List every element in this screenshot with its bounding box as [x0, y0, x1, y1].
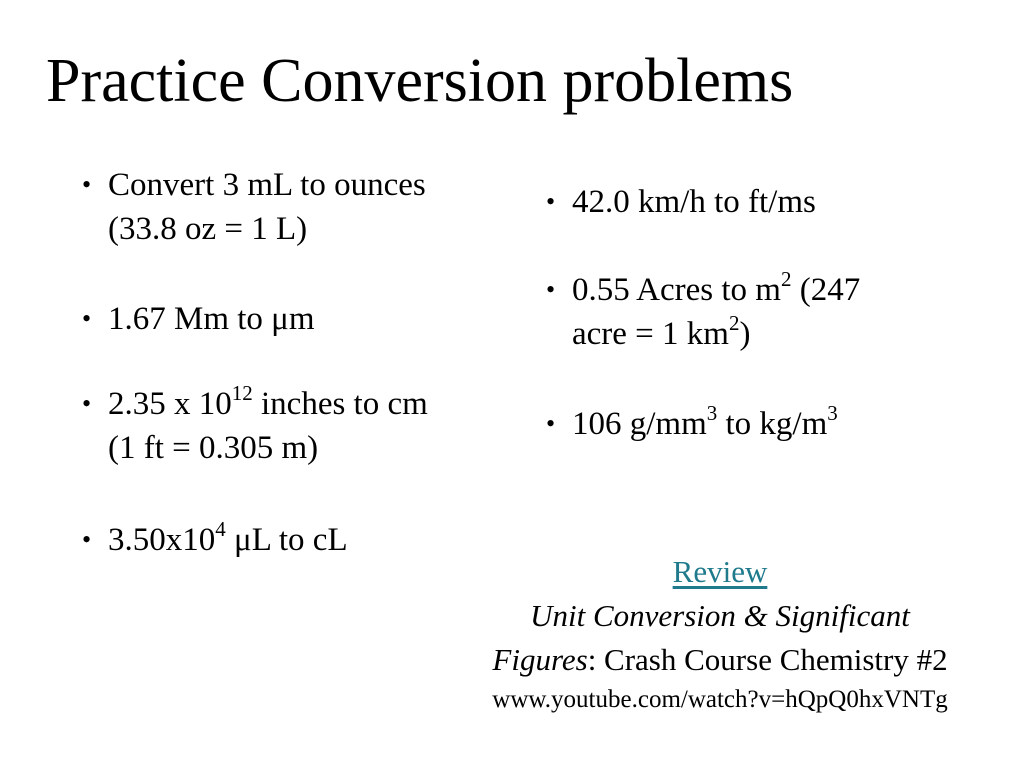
review-link[interactable]: Review: [672, 554, 768, 589]
bullet-text: 1.67 Mm to μm: [108, 301, 315, 337]
bullet-note: (33.8 oz = 1 L): [108, 211, 308, 247]
exponent: 2: [780, 267, 792, 291]
exponent: 3: [706, 401, 718, 425]
bullet-dot: •: [82, 389, 92, 418]
bullet-text: 106 $g/mm^3$ to $kg/m^3$: [572, 401, 838, 442]
bullet-dot: •: [82, 304, 92, 333]
exponent: 12: [231, 381, 253, 405]
bullet-note: (1 ft = 0.305 m): [108, 430, 319, 466]
exponent: 4: [215, 517, 226, 541]
bullet-dot: •: [546, 187, 556, 216]
bullet-text: 42.0 km/h to ft/ms: [572, 184, 816, 220]
bullet-dot: •: [82, 525, 92, 554]
review-block: [440, 550, 1000, 718]
bullet-text: 2.35 x $10^{12}$ inches to cm: [108, 381, 428, 422]
bullet-note: acre = 1 $km^2$): [572, 311, 751, 352]
bullet-dot: •: [82, 170, 92, 199]
exponent: 2: [728, 311, 740, 335]
bullet-acres-to-m2: [546, 267, 861, 356]
bullet-inches-to-cm: [82, 381, 428, 470]
bullet-dot: •: [546, 275, 556, 304]
bullet-dot: •: [546, 409, 556, 438]
slide-title: Practice Conversion problems: [46, 47, 794, 115]
exponent: 3: [827, 401, 838, 425]
bullet-kmh-to-ftms: [546, 180, 816, 224]
review-video-subtitle: Figures: Crash Course Chemistry #2: [492, 642, 948, 677]
bullet-ul-to-cl: [82, 517, 348, 562]
review-video-title: Unit Conversion & Significant: [530, 598, 910, 633]
bullet-gmm3-to-kgm3: [546, 401, 838, 446]
bullet-text: Convert 3 mL to ounces: [108, 167, 426, 203]
review-url: www.youtube.com/watch?v=hQpQ0hxVNTg: [492, 686, 948, 713]
bullet-text: 0.55 Acres to $m^2$ (247: [572, 267, 861, 308]
bullet-convert-ml-ounces: [82, 163, 426, 251]
bullet-text: $3.50x10^4$ μL to cL: [108, 517, 348, 558]
bullet-mm-to-um: [82, 297, 315, 341]
